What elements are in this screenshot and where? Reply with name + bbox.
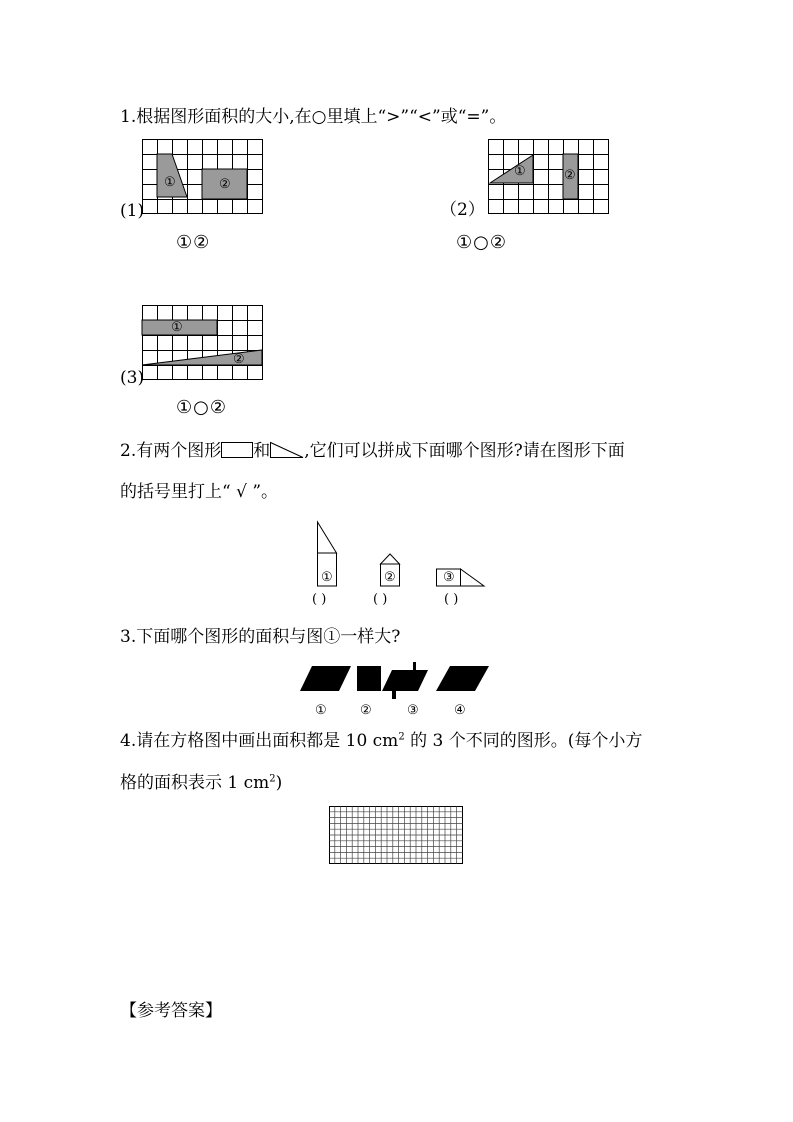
q1-fig2-grid bbox=[488, 139, 610, 215]
q1-part1-answer[interactable]: ①② bbox=[176, 232, 211, 253]
q3-label2: ② bbox=[360, 703, 372, 718]
q3-figures bbox=[300, 660, 500, 702]
q1-fig2-label1: ① bbox=[514, 164, 526, 179]
q1-fig3-label2: ② bbox=[233, 352, 245, 367]
q1-part2-answer[interactable]: ①○② bbox=[456, 232, 507, 253]
q2-option1-number: ① bbox=[321, 570, 333, 585]
q2-prompt-line2: 的括号里打上“ √ ”。 bbox=[120, 482, 279, 502]
q1-fig3-grid bbox=[142, 305, 264, 381]
q4-prompt-line2b: ) bbox=[275, 773, 283, 793]
rectangle-shape-icon bbox=[221, 442, 253, 463]
q3-label1: ① bbox=[315, 703, 327, 718]
q3-figure3 bbox=[382, 662, 428, 699]
q1-fig3-label1: ① bbox=[171, 320, 183, 335]
q1-part3-number: (3) bbox=[120, 368, 145, 388]
q1-part2-number: （2） bbox=[440, 200, 485, 220]
q3-label3: ③ bbox=[407, 703, 419, 718]
q2-option3-answer-paren[interactable]: ( ) bbox=[444, 592, 459, 607]
q1-prompt: 1.根据图形面积的大小,在○里填上“>”“<”或“=”。 bbox=[120, 107, 507, 127]
triangle-shape-icon bbox=[270, 442, 304, 463]
q1-fig2-label2: ② bbox=[564, 168, 576, 183]
q1-fig1-grid bbox=[142, 139, 264, 215]
answer-heading: 【参考答案】 bbox=[120, 1001, 222, 1021]
q4-prompt-line1 bbox=[120, 731, 642, 751]
q3-figure4 bbox=[436, 666, 489, 691]
q1-fig1-label2: ② bbox=[219, 177, 231, 192]
q4-prompt-b: 的 3 个不同的图形。(每个小方 bbox=[404, 731, 643, 751]
q2-prompt-line1 bbox=[120, 441, 625, 463]
q3-figure2 bbox=[357, 666, 381, 691]
q4-prompt-a: 4.请在方格图中画出面积都是 10 cm bbox=[120, 731, 399, 751]
q4-prompt-line2 bbox=[120, 773, 282, 793]
q2-option2-number: ② bbox=[384, 570, 396, 585]
q1-part1-number: (1) bbox=[120, 201, 145, 221]
q2-prompt-b: 和 bbox=[253, 441, 271, 461]
q2-option-figures bbox=[310, 520, 490, 590]
q1-fig1-label1: ① bbox=[164, 175, 176, 190]
q1-part3-answer[interactable]: ①○② bbox=[176, 397, 227, 418]
q3-prompt: 3.下面哪个图形的面积与图①一样大? bbox=[120, 627, 401, 647]
q2-prompt-a: 2.有两个图形 bbox=[120, 441, 222, 461]
q4-sup1: 2 bbox=[398, 731, 405, 743]
q1-fig3-gridlines bbox=[142, 305, 263, 380]
q4-drawing-grid[interactable] bbox=[329, 806, 463, 864]
q2-option2-answer-paren[interactable]: ( ) bbox=[373, 592, 388, 607]
q2-option1-answer-paren[interactable]: ( ) bbox=[312, 592, 327, 607]
q2-option3-number: ③ bbox=[443, 570, 455, 585]
q2-prompt-c: ,它们可以拼成下面哪个图形?请在图形下面 bbox=[304, 441, 625, 461]
q3-label4: ④ bbox=[454, 703, 466, 718]
q4-sup2: 2 bbox=[269, 773, 276, 785]
q3-figure1 bbox=[300, 666, 351, 691]
q4-prompt-line2a: 格的面积表示 1 cm bbox=[120, 773, 270, 793]
